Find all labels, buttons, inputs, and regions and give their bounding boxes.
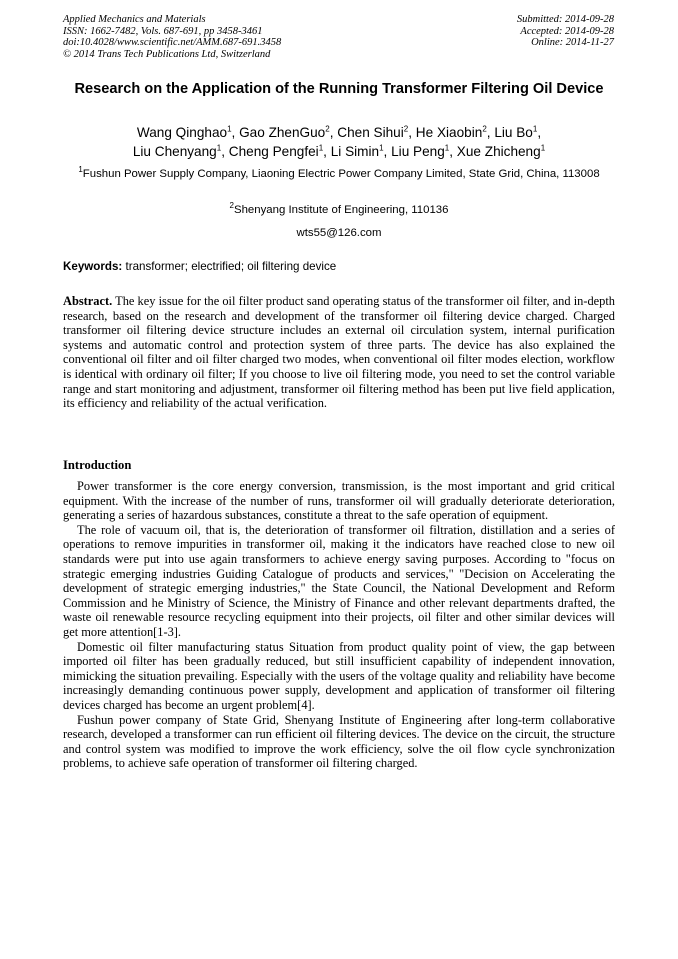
section-heading-introduction: Introduction xyxy=(63,458,132,472)
paragraph: Power transformer is the core energy conversion, transmission, is the most important and grid critical equipment. With the increase of the number of runs, transformer oil will gradually deteriorate deterioration, generating a series of hazardous substances, constitute a threat to the safe operation of equipment. xyxy=(63,479,615,523)
keywords xyxy=(63,260,336,274)
author: Xue Zhicheng$^1$ xyxy=(456,143,546,159)
accepted-date: Accepted: 2014-09-28 xyxy=(520,25,614,37)
author: He Xiaobin$^2$ xyxy=(415,124,487,140)
author-list: Wang Qinghao$^1$, Gao ZhenGuo$^2$, Chen Sihui$^2$, He Xiaobin$^2$, Liu Bo$^1$, Liu Chenyang$^1$, Cheng Pengfei$^1$, Li Simin$^1$, Liu Peng$^1$, Xue Zhicheng$^1$ xyxy=(132,124,546,159)
issn-line: ISSN: 1662-7482, Vols. 687-691, pp 3458-3461 xyxy=(63,25,263,37)
author: Liu Bo$^1$ xyxy=(494,124,538,140)
author: Cheng Pengfei$^1$ xyxy=(228,143,324,159)
author-email: wts55@126.com xyxy=(296,227,382,239)
copyright-line: © 2014 Trans Tech Publications Ltd, Switzerland xyxy=(63,48,271,60)
abstract xyxy=(63,294,615,411)
author: Li Simin$^1$ xyxy=(330,143,384,159)
abstract-label: Abstract. xyxy=(63,294,113,308)
author: Wang Qinghao$^1$ xyxy=(136,124,232,140)
abstract-text: The key issue for the oil filter product sand operating status of the transformer oil filter, and in-depth research, based on the research and development of the transformer oil filtering device charged. Charged transformer oil filtering device structure includes an external oil circulation system, internal purification systems and automatic control and protection system of three parts. The device has also explained the conventional oil filter and oil filter charged two modes, when conventional oil filter modes election, workflow is identical with ordinary oil filter; If you choose to live oil filtering mode, you need to set the control variable range and start monitoring and adjustment, transformer oil filtering method has been put live field application, its efficiency and reliability of the actual verification. xyxy=(63,294,615,411)
author: Chen Sihui$^2$ xyxy=(337,124,409,140)
submission-dates xyxy=(517,14,614,49)
paragraph: Domestic oil filter manufacturing status Situation from product quality point of view, the gap between imported oil filter has been gradually reduced, but still insufficient capability of independent innovation, mimicking the situation prevailing. Especially with the users of the voltage quality and reliability have become increasingly demanding continuous power supply, development and application of transformer oil filtering devices charged has become an urgent problem[4]. xyxy=(63,639,615,712)
author: Gao ZhenGuo$^2$ xyxy=(239,124,330,140)
keywords-label: Keywords: xyxy=(63,260,123,273)
keywords-text: transformer; electrified; oil filtering device xyxy=(122,260,337,273)
journal-info xyxy=(63,14,281,60)
online-date: Online: 2014-11-27 xyxy=(531,37,614,48)
paragraph: The role of vacuum oil, that is, the deterioration of transformer oil filtration, distillation and a series of operations to remove impurities in transformer oil, making it the indicators have reached close to new oil standards were put into use again transformers to achieve energy saving purposes. According to "focus on strategic emerging industries Guiding Catalogue of products and services," "Decision on Accelerating the development of strategic emerging industries," the State Council, the National Development and Reform Commission and he Ministry of Science, the Ministry of Finance and other relevant departments drafted, the waste oil renewable resource recycling equipment into their projects, oil filter and other similar devices will get more attention[1-3]. xyxy=(63,522,615,639)
affiliation-2: $^2$Shenyang Institute of Engineering, 110136 xyxy=(229,201,449,216)
author: Liu Chenyang$^1$ xyxy=(132,143,222,159)
submitted-date: Submitted: 2014-09-28 xyxy=(516,14,614,25)
author: Liu Peng$^1$ xyxy=(391,143,450,159)
doi-line: doi:10.4028/www.scientific.net/AMM.687-691.3458 xyxy=(63,37,282,48)
affiliation-1: $^1$Fushun Power Supply Company, Liaoning Electric Power Company Limited, State Grid, China, 113008 xyxy=(78,165,600,180)
paper-title: Research on the Application of the Running Transformer Filtering Oil Device xyxy=(74,81,604,97)
introduction-body xyxy=(63,479,615,771)
journal-name: Applied Mechanics and Materials xyxy=(63,14,206,25)
paragraph: Fushun power company of State Grid, Shenyang Institute of Engineering after long-term collaborative research, developed a transformer can run efficient oil filtering devices. The device on the circuit, the structure and control system was modified to improve the work efficiency, solve the oil flow cycle synchronization problems, to achieve safe operation of transformer oil filtering charged. xyxy=(63,712,615,771)
